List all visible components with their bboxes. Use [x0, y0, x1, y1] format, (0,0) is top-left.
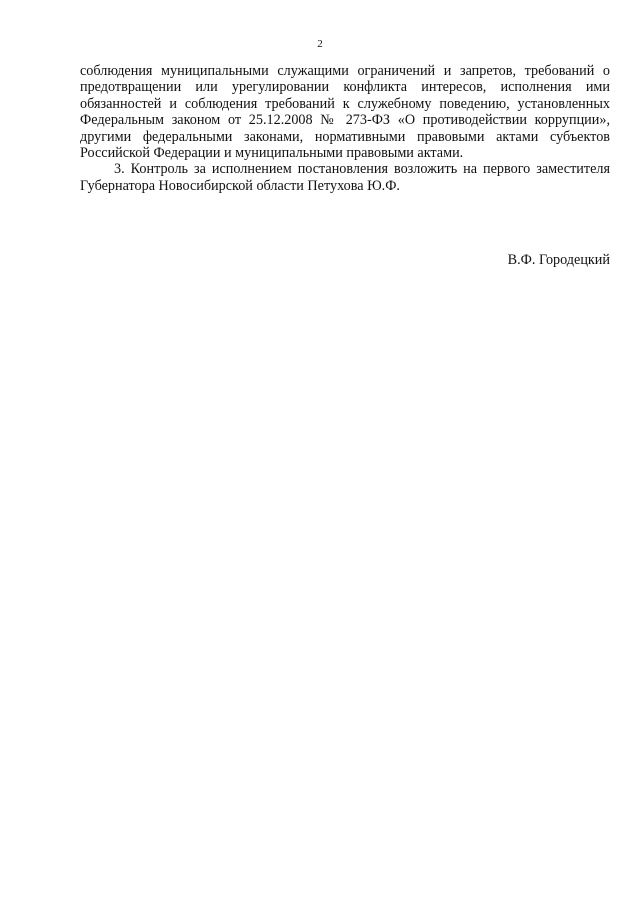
- paragraph-item-3: 3. Контроль за исполнением постановления возложить на первого заместителя Губернатора Новосибирской области Петухова Ю.Ф.: [80, 161, 610, 194]
- page-number: 2: [317, 38, 323, 50]
- paragraph-continuation: соблюдения муниципальными служащими ограничений и запретов, требований о предотвращении или урегулировании конфликта интересов, исполнения ими обязанностей и соблюдения требований к служебному поведению, установленных Федеральным законом от 25.12.2008 № 273-ФЗ «О противодействии коррупции», другими федеральными законами, нормативными правовыми актами субъектов Российской Федерации и муниципальными правовыми актами.: [80, 63, 610, 162]
- signature-name: В.Ф. Городецкий: [507, 252, 610, 268]
- document-body: [80, 63, 610, 194]
